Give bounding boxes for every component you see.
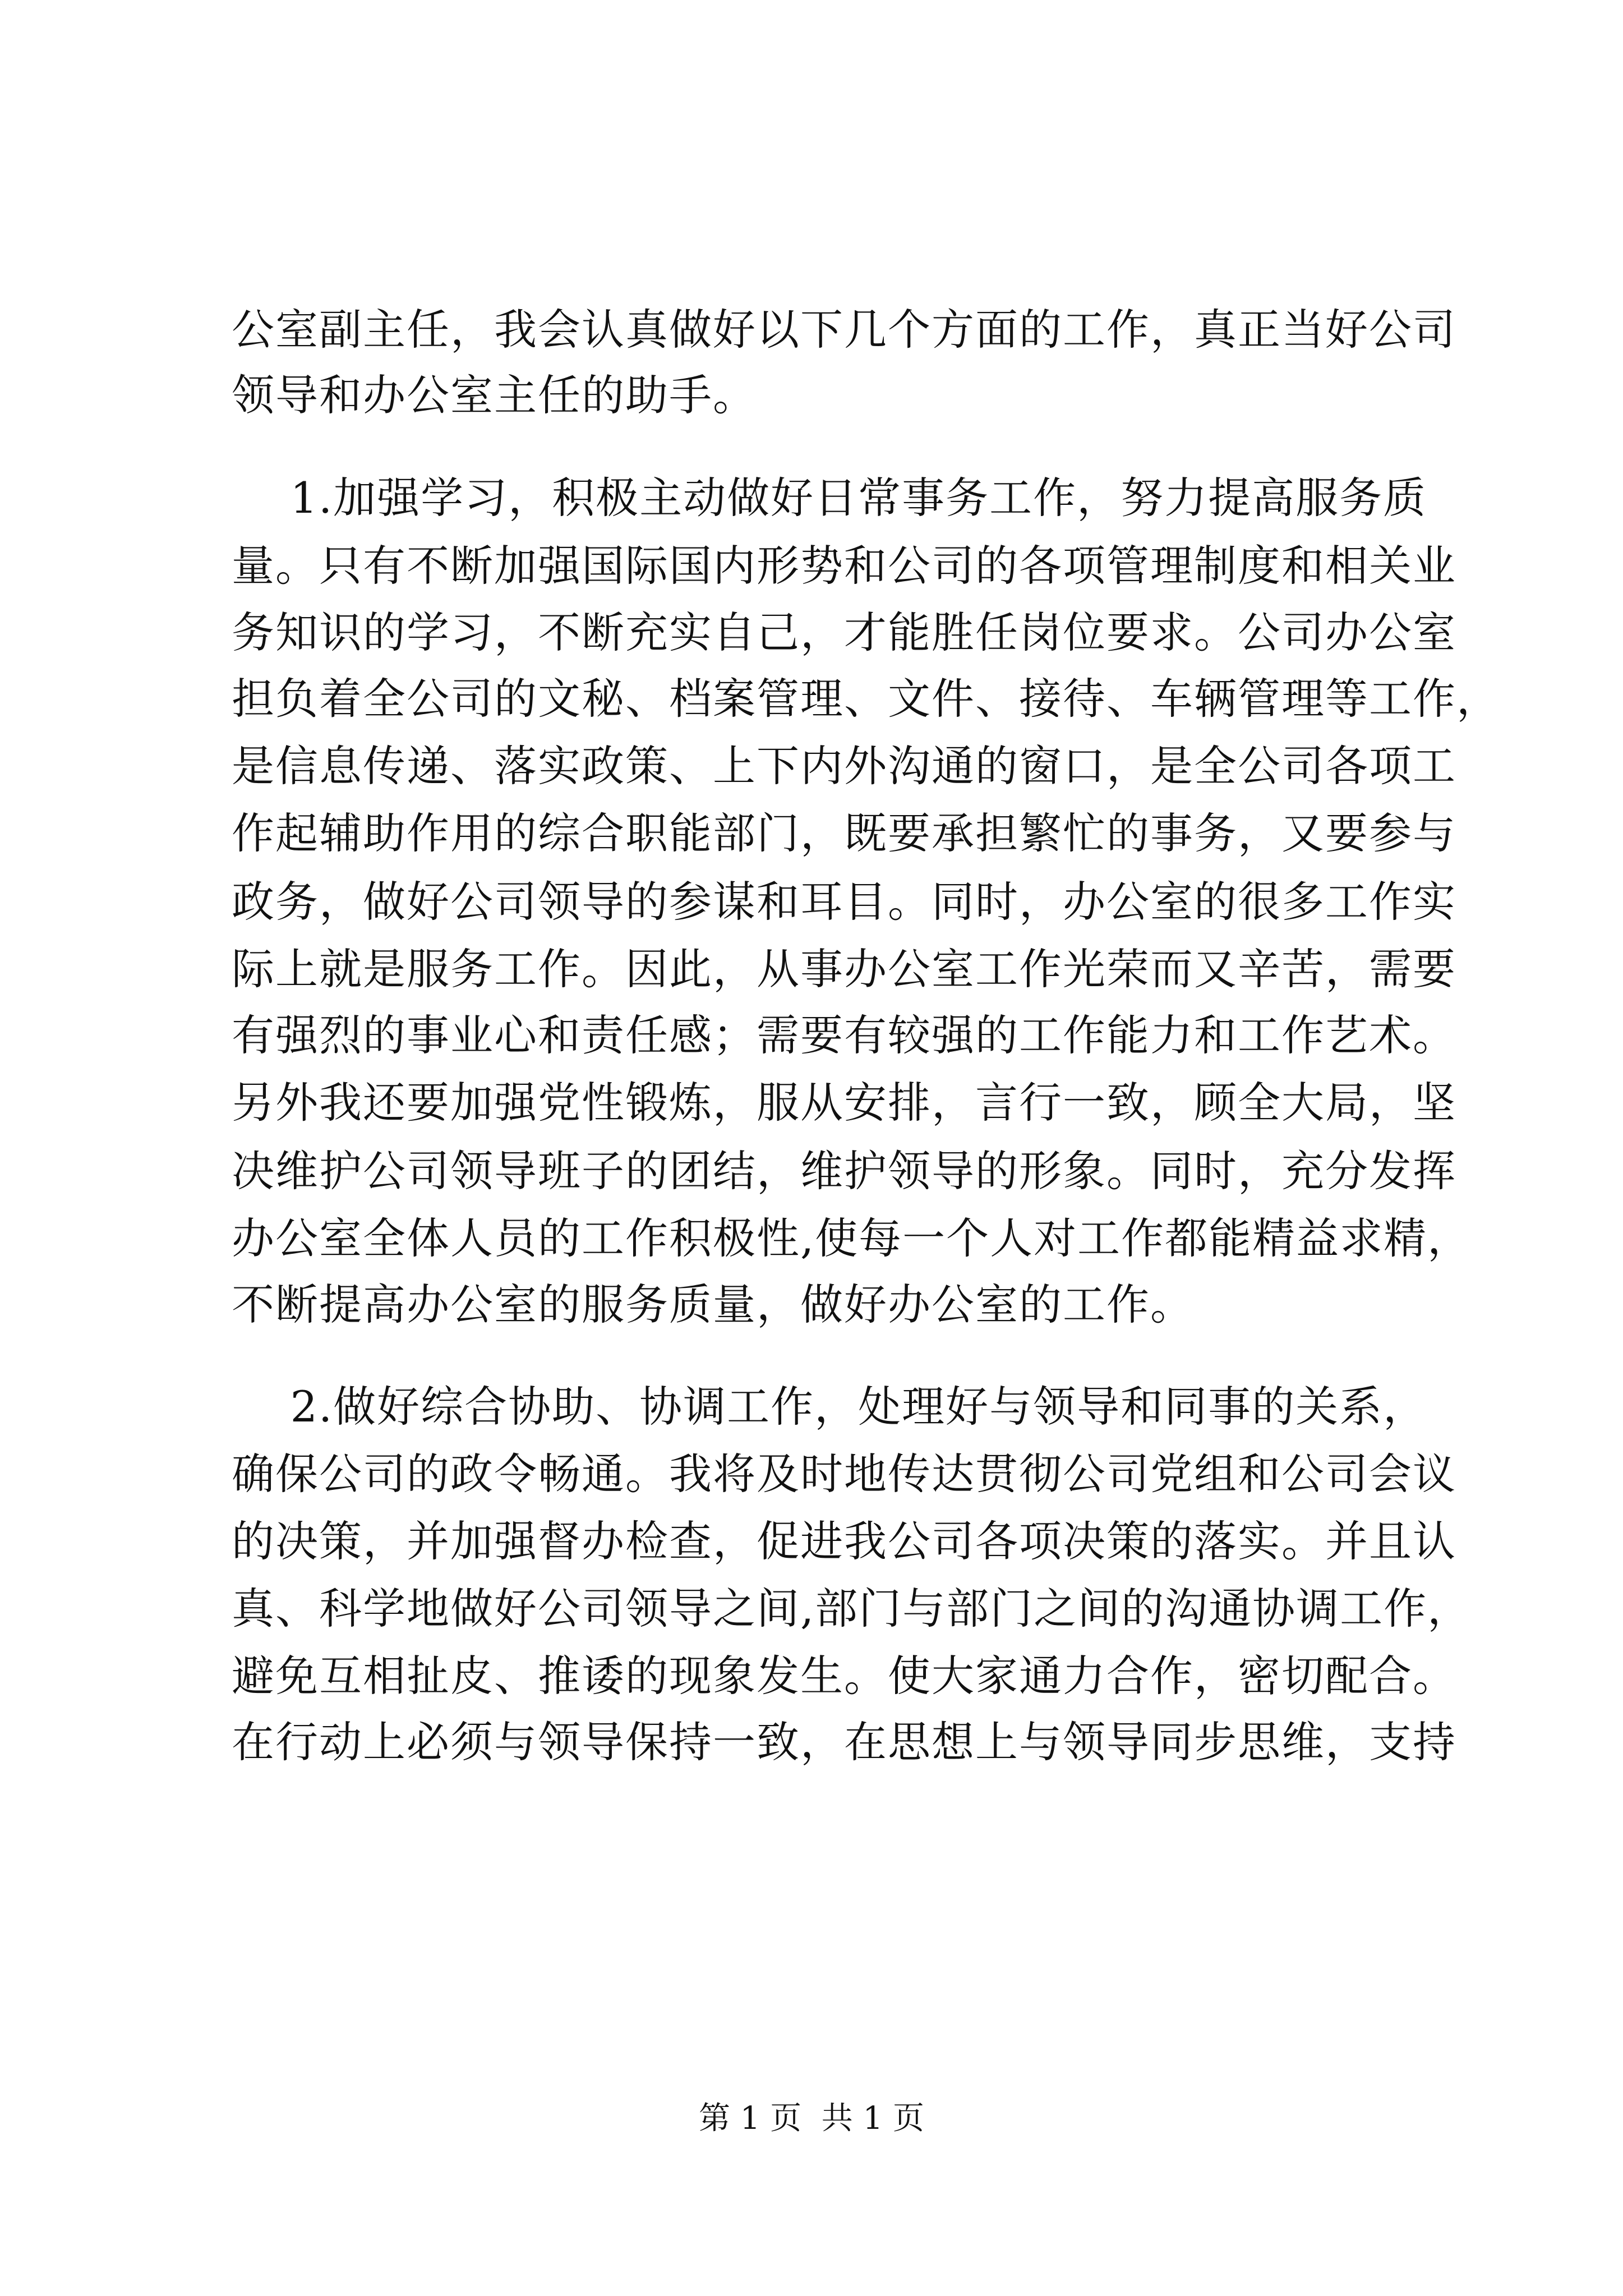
text-line-11: 有强烈的事业心和责任感；需要有较强的工作能力和工作艺术。 <box>232 1010 1456 1060</box>
text-line-20: 避免互相扯皮、推诿的现象发生。使大家通力合作，密切配合。 <box>232 1651 1456 1701</box>
page-footer: 第 1 页 共 1 页 <box>698 2100 925 2137</box>
text-line-4: 量。只有不断加强国际国内形势和公司的各项管理制度和相关业 <box>232 541 1456 591</box>
text-line-9: 政务，做好公司领导的参谋和耳目。同时，办公室的很多工作实 <box>232 877 1456 927</box>
text-line-14: 办公室全体人员的工作积极性,使每一个人对工作都能精益求精， <box>232 1213 1472 1263</box>
text-line-17: 确保公司的政令畅通。我将及时地传达贯彻公司党组和公司会议 <box>232 1449 1456 1499</box>
text-line-10: 际上就是服务工作。因此，从事办公室工作光荣而又辛苦，需要 <box>232 944 1456 994</box>
text-line-2: 领导和办公室主任的助手。 <box>232 370 757 420</box>
text-line-5: 务知识的学习，不断充实自己，才能胜任岗位要求。公司办公室 <box>232 608 1456 657</box>
text-line-21: 在行动上必须与领导保持一致，在思想上与领导同步思维，支持 <box>232 1717 1456 1767</box>
text-line-19: 真、科学地做好公司领导之间,部门与部门之间的沟通协调工作， <box>232 1584 1472 1634</box>
text-line-15: 不断提高办公室的服务质量，做好办公室的工作。 <box>232 1280 1194 1329</box>
text-line-7: 是信息传递、落实政策、上下内外沟通的窗口，是全公司各项工 <box>232 741 1456 791</box>
text-line-6: 担负着全公司的文秘、档案管理、文件、接待、车辆管理等工作， <box>232 674 1500 724</box>
text-line-3: 1.加强学习，积极主动做好日常事务工作，努力提高服务质 <box>232 473 1427 523</box>
text-line-13: 决维护公司领导班子的团结，维护领导的形象。同时，充分发挥 <box>232 1146 1456 1196</box>
text-line-1: 公室副主任，我会认真做好以下几个方面的工作，真正当好公司 <box>232 305 1456 355</box>
text-line-8: 作起辅助作用的综合职能部门，既要承担繁忙的事务，又要参与 <box>232 808 1456 858</box>
text-line-12: 另外我还要加强党性锻炼，服从安排，言行一致，顾全大局，坚 <box>232 1078 1456 1128</box>
text-line-16: 2.做好综合协助、协调工作，处理好与领导和同事的关系， <box>232 1382 1427 1432</box>
text-line-18: 的决策，并加强督办检查，促进我公司各项决策的落实。并且认 <box>232 1516 1456 1566</box>
